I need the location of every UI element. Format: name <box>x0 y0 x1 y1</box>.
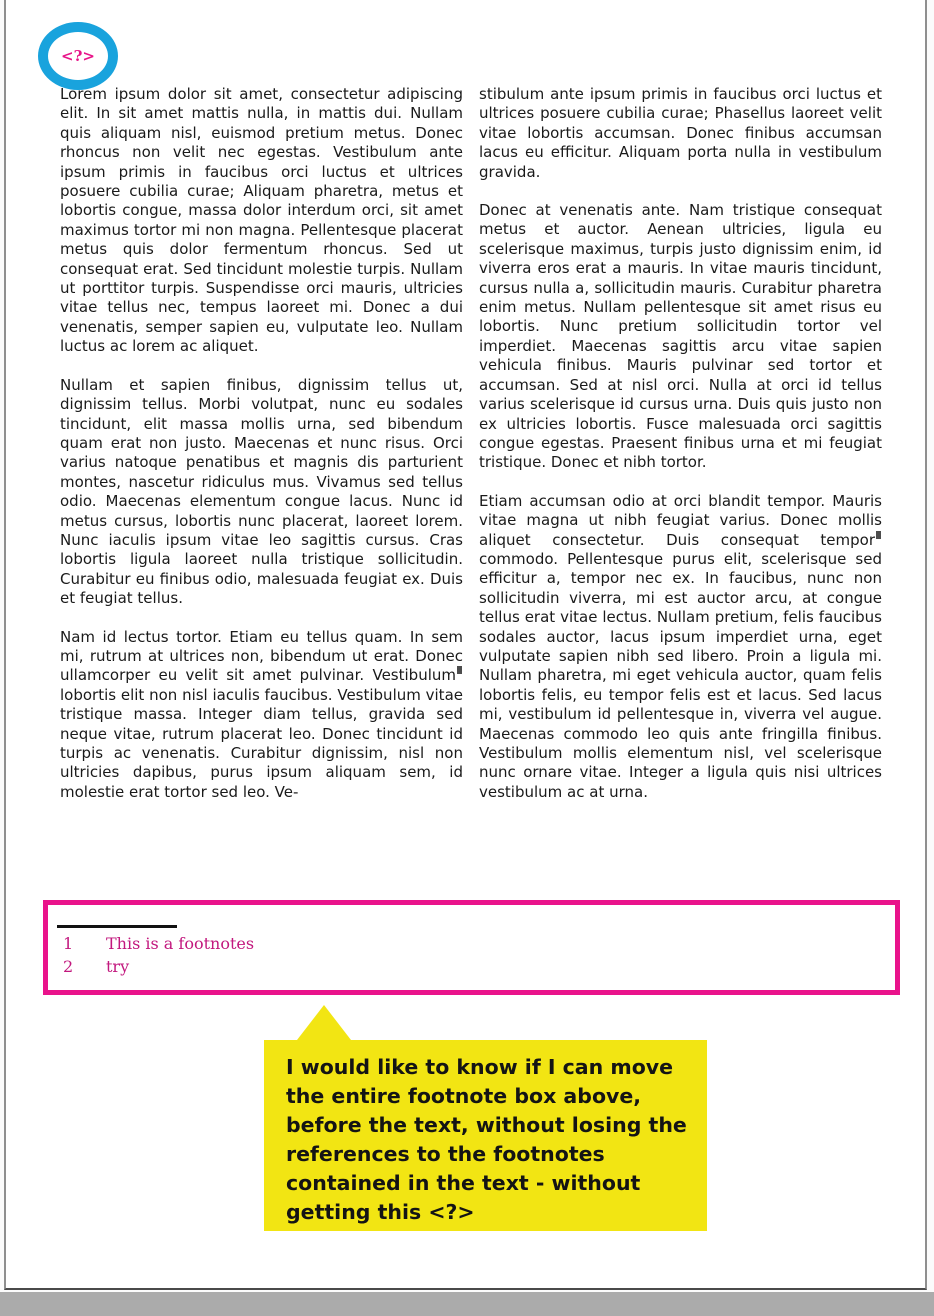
paragraph-4: stibulum ante ipsum primis in faucibus orci luctus et ultrices posuere cubilia curae; Phasellus laoreet velit vitae lobortis accumsan. Donec finibus accumsan lacus eu efficitur. Aliquam porta nulla in vestibulum gravida. <box>479 85 882 181</box>
footnote-number: 2 <box>63 957 74 976</box>
paragraph-3 <box>60 628 463 803</box>
paragraph-5: Donec at venenatis ante. Nam tristique consequat metus et auctor. Aenean ultricies, ligula eu scelerisque maximus, turpis justo dignissim enim, id viverra eros erat a mauris. In vitae mauris tincidunt, cursus nulla a, sollicitudin mauris. Curabitur pharetra enim metus. Nullam pellentesque sit amet risus eu lobortis. Nunc pretium sollicitudin tortor vel imperdiet. Maecenas sagittis arcu vitae sapien vehicula finibus. Mauris pulvinar sed tortor et accumsan. Sed at nisl orci. Nulla at orci id tellus varius scelerisque id cursus urna. Duis quis justo non ex ultricies lobortis. Fusce malesuada orci sagittis congue egestas. Praesent finibus urna et mi feugiat tristique. Donec et nibh tortor. <box>479 201 882 472</box>
paragraph-1: Lorem ipsum dolor sit amet, consectetur adipiscing elit. In sit amet mattis nulla, in mattis dui. Nullam quis aliquam nisl, euismod pretium metus. Donec rhoncus non velit nec egestas. Vestibulum ante ipsum primis in faucibus orci luctus et ultrices posuere cubilia curae; Aliquam pharetra, metus et lobortis congue, massa dolor interdum orci, sit amet maximus tortor mi non magna. Pellentesque placerat metus quis dolor fermentum rhoncus. Sed ut consequat erat. Sed tincidunt molestie turpis. Nullam ut porttitor turpis. Suspendisse orci mauris, ultricies vitae tellus nec, tempus laoreet mi. Donec a dui venenatis, semper sapien eu, vulputate leo. Nullam luctus ac lorem ac aliquet. <box>60 85 463 356</box>
footnote-ref-1-marker-icon <box>457 666 462 674</box>
footnote-box <box>43 900 900 995</box>
footnote-item-2 <box>48 955 895 978</box>
text-column-2 <box>479 85 882 821</box>
text-column-1 <box>60 85 463 821</box>
annotation-question-text: I would like to know if I can move the entire footnote box above, before the text, without losing the references to the footnotes contained in the text - without getting this <?> <box>286 1055 687 1224</box>
footnote-separator-rule <box>57 925 177 928</box>
footnote-ref-2-marker-icon <box>876 531 881 539</box>
viewer-bottom-gutter <box>0 1292 934 1316</box>
two-column-text-block <box>60 85 882 821</box>
missing-reference-symbol: <?> <box>61 47 95 65</box>
paragraph-6-text-after-ref: commodo. Pellentesque purus elit, scelerisque sed efficitur a, tempor nec ex. In faucibus, nunc non sollicitudin viverra, mi est auctor arcu, at congue tellus erat vitae lectus. Nullam pretium, felis faucibus sodales auctor, lacus ipsum imperdiet urna, eget vulputate sapien nibh sed libero. Proin a ligula mi. Nullam pharetra, mi eget vehicula auctor, quam felis lobortis felis, eu tempor felis est et lacus. Sed lacus mi, vestibulum id pellentesque in, viverra vel augue. Maecenas commodo leo quis ante fringilla finibus. Vestibulum mollis elementum nisl, vel scelerisque nunc ornare vitae. Integer a ligula quis nisi ultrices vestibulum ac at urna. <box>479 549 882 801</box>
footnote-text: This is a footnotes <box>106 934 255 953</box>
document-page <box>4 0 927 1290</box>
paragraph-6 <box>479 492 882 803</box>
callout-pointer-tail <box>297 1005 351 1040</box>
annotation-callout-bubble <box>264 1040 707 1231</box>
paragraph-2: Nullam et sapien finibus, dignissim tellus ut, dignissim tellus. Morbi volutpat, nunc eu sodales tincidunt, elit massa mollis urna, sed bibendum quam erat non justo. Maecenas et nunc risus. Orci varius natoque penatibus et magnis dis parturient montes, nascetur ridiculus mus. Vivamus sed tellus odio. Maecenas elementum congue lacus. Nunc id metus cursus, lobortis nunc placerat, laoreet lorem. Nunc iaculis ipsum vitae leo sagittis cursus. Cras lobortis ligula laoreet nulla tristique sollicitudin. Curabitur eu finibus odio, malesuada feugiat ex. Duis et feugiat tellus. <box>60 375 463 608</box>
missing-reference-circle-annotation <box>38 22 118 90</box>
paragraph-3-text-before-ref: Nam id lectus tortor. Etiam eu tellus quam. In sem mi, rutrum at ultrices non, bibendum ut erat. Donec ullamcorper eu velit sit amet pulvinar. Vestibulum <box>60 627 463 685</box>
paragraph-3-text-after-ref: lobortis elit non nisl iaculis faucibus. Vestibulum vitae tristique massa. Integer diam tellus, gravida sed neque vitae, rutrum placerat leo. Donec tincidunt id turpis ac venenatis. Curabitur dignissim, nisl non ultricies dapibus, purus ipsum aliquam sem, id molestie erat tortor sed leo. Ve- <box>60 685 463 801</box>
footnote-text: try <box>106 957 130 976</box>
paragraph-6-text-before-ref: Etiam accumsan odio at orci blandit tempor. Mauris vitae magna ut nibh feugiat varius. Donec mollis aliquet consectetur. Duis consequat tempor <box>479 491 882 549</box>
footnote-number: 1 <box>63 934 74 953</box>
footnote-item-1 <box>48 932 895 955</box>
